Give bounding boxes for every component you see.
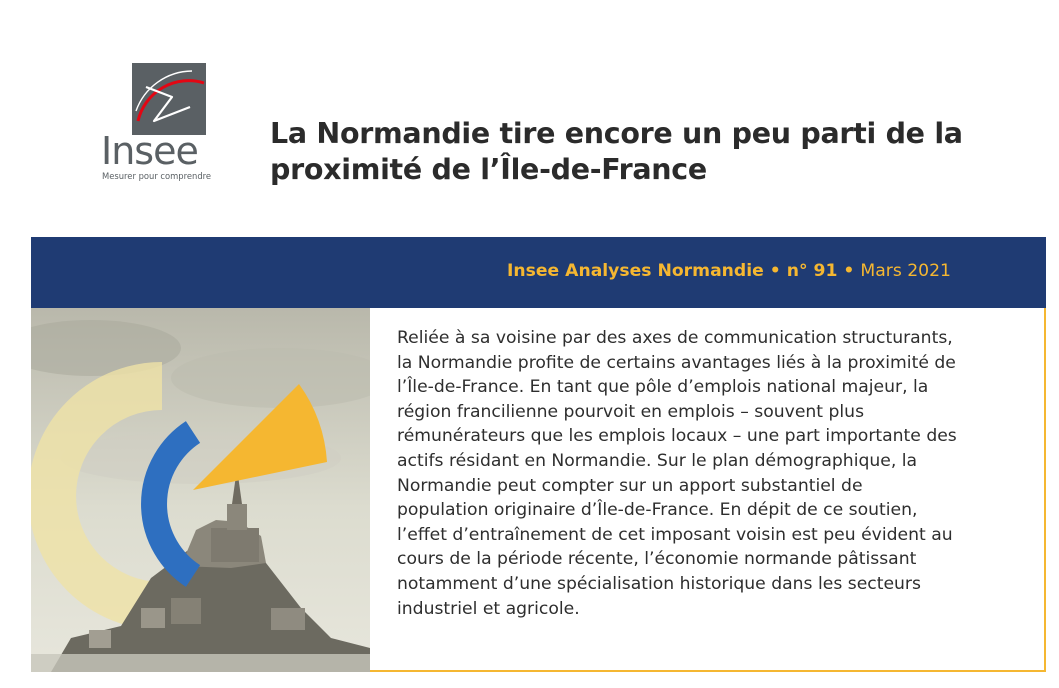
issue-number: n° 91 <box>786 261 838 281</box>
logo-wordmark: Insee <box>101 129 198 173</box>
abstract-paragraph: Reliée à sa voisine par des axes de communication structurants, la Normandie profite de certains avantages liés à la proximité de l’Île-de-France. En tant que pôle d’emplois national majeur, la région francilienne pourvoit en emplois – souvent plus rémunérateurs que les emplois locaux – une part importante des actifs résidant en Normandie. Sur le plan démographique, la Normandie peut compter sur un apport substantiel de population originaire d’Île-de-France. En dépit de ce soutien, l’effet d’entraînement de cet imposant voisin est peu évident au cours de la période récente, l’économie normande pâtissant notamment d’une spécialisation historique dans les secteurs industriel et agricole. <box>397 328 957 619</box>
publication-band <box>31 237 1046 308</box>
frame-bottom-rule <box>370 670 1046 672</box>
series-name: Insee Analyses Normandie <box>507 261 764 281</box>
insee-logo[interactable] <box>101 63 212 187</box>
logo-tagline: Mesurer pour comprendre <box>102 171 212 181</box>
separator: • <box>837 261 861 281</box>
cover-illustration <box>31 308 370 672</box>
page-title: La Normandie tire encore un peu parti de la proximité de l’Île-de-France <box>270 117 963 186</box>
mont-saint-michel-illustration <box>31 308 370 672</box>
publication-info <box>507 261 951 281</box>
frame-right-rule <box>1044 308 1046 672</box>
publication-date: Mars 2021 <box>860 261 951 281</box>
separator: • <box>763 261 787 281</box>
insee-logo-icon <box>132 63 206 135</box>
